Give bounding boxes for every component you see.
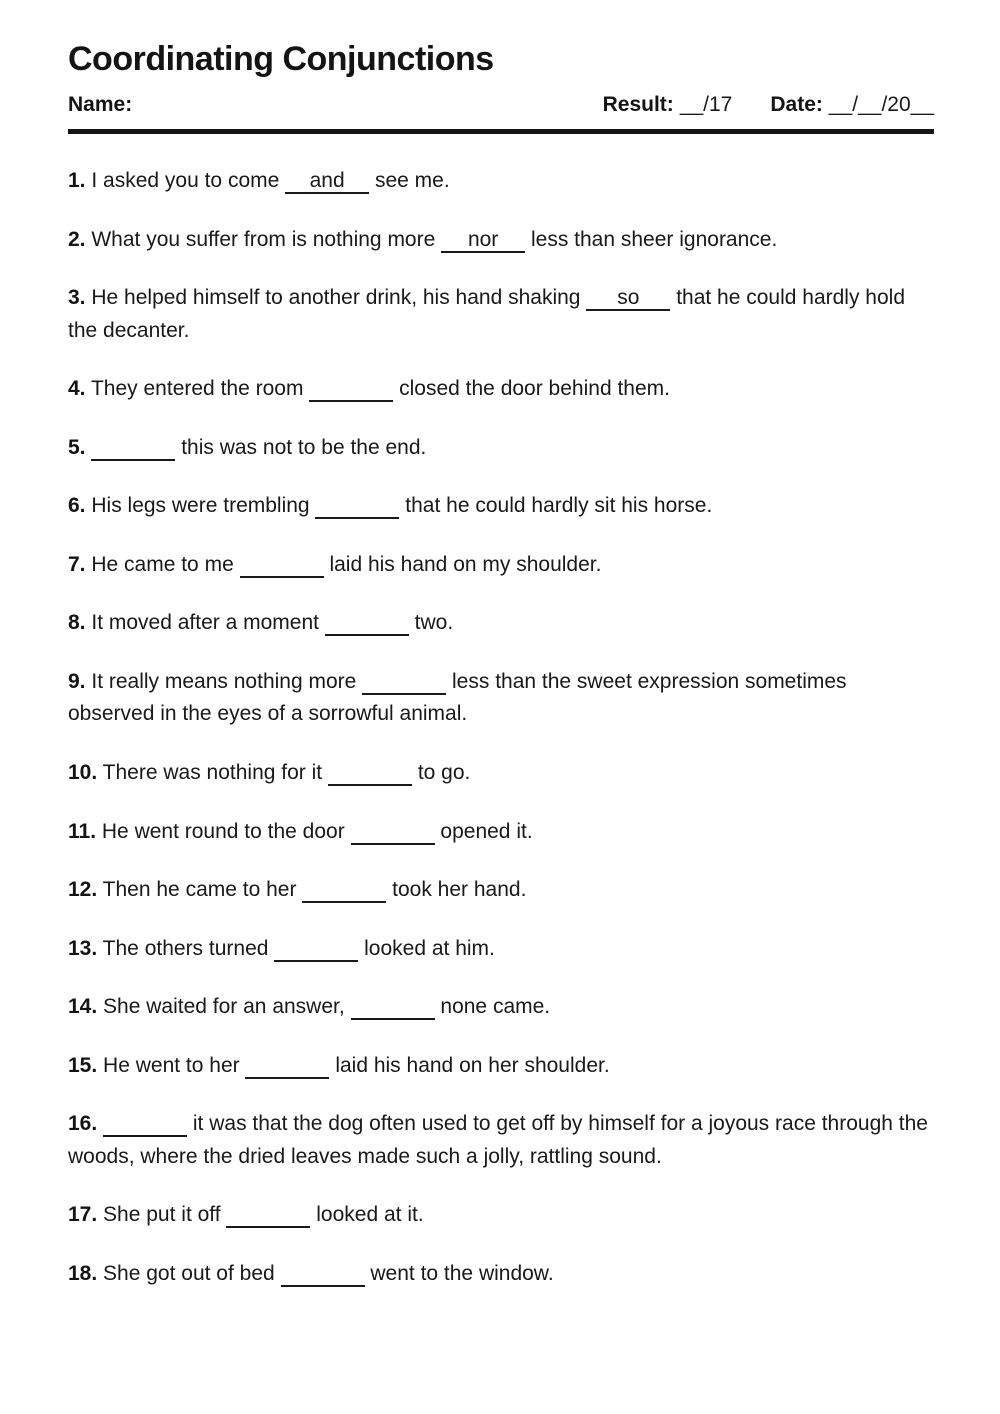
name-label: Name: (68, 93, 133, 116)
answer-blank (325, 612, 409, 636)
result-value: __/17 (679, 93, 733, 116)
item-number: 16. (68, 1112, 98, 1136)
date-field (770, 93, 934, 117)
item-number: 11. (68, 819, 97, 843)
item-text-before: I asked you to come (91, 169, 280, 192)
item-text-after: took her hand. (392, 878, 527, 902)
item-number: 9. (68, 669, 86, 693)
answer-blank (351, 996, 435, 1020)
answer-blank: so (586, 287, 670, 311)
item-text-after: it was that the dog often used to get off by himself for a joyous race through the woods, where the dried leaves made such a jolly, rattling sound. (68, 1112, 928, 1168)
worksheet-item (68, 991, 934, 1024)
item-text-after: to go. (417, 761, 471, 785)
result-label: Result: (602, 93, 674, 116)
worksheet-item (68, 607, 934, 640)
item-text-before: It moved after a moment (91, 611, 319, 635)
worksheet-item (68, 165, 934, 198)
answer-blank (226, 1204, 310, 1228)
item-text-after: laid his hand on my shoulder. (329, 552, 602, 576)
answer-blank (274, 938, 358, 962)
item-text-before: He went to her (103, 1053, 240, 1077)
item-text-before: She waited for an answer, (103, 995, 345, 1019)
item-number: 1. (68, 169, 86, 192)
worksheet-item (68, 224, 934, 257)
answer-blank (240, 554, 324, 578)
item-text-after: this was not to be the end. (181, 435, 427, 459)
item-text-after: closed the door behind them. (399, 377, 670, 401)
result-field (603, 93, 733, 117)
item-text-before: They entered the room (90, 377, 304, 401)
worksheet-header (68, 40, 934, 134)
answer-blank (103, 1113, 187, 1137)
answer-blank (328, 762, 412, 786)
item-text-after: that he could hardly sit his horse. (405, 494, 713, 518)
item-number: 3. (68, 286, 86, 310)
item-number: 6. (68, 494, 86, 518)
item-text-before: She got out of bed (103, 1261, 275, 1285)
items-list (68, 165, 934, 1290)
worksheet-item (68, 373, 934, 406)
item-text-before: He helped himself to another drink, his hand shaking (91, 286, 581, 310)
worksheet-item (68, 1199, 934, 1232)
item-text-before: It really means nothing more (91, 669, 357, 693)
answer-blank (309, 378, 393, 402)
answer-blank (315, 495, 399, 519)
worksheet-item (68, 933, 934, 966)
item-text-after: laid his hand on her shoulder. (335, 1053, 610, 1077)
worksheet-item (68, 432, 934, 465)
item-number: 2. (68, 227, 86, 251)
item-text-before: He went round to the door (101, 819, 345, 843)
item-text-after: none came. (440, 995, 551, 1019)
item-text-before: There was nothing for it (102, 761, 323, 785)
item-text-before: What you suffer from is nothing more (91, 227, 436, 251)
item-text-after: looked at it. (316, 1203, 424, 1227)
item-number: 4. (68, 377, 86, 401)
item-text-after: two. (414, 611, 454, 635)
answer-blank (351, 821, 435, 845)
worksheet-item (68, 757, 934, 790)
answer-blank (362, 671, 446, 695)
item-text-before: The others turned (102, 936, 269, 960)
date-label: Date: (770, 93, 823, 116)
meta-row (68, 93, 934, 117)
worksheet-item (68, 1108, 934, 1173)
item-number: 17. (68, 1203, 98, 1227)
answer-blank (281, 1263, 365, 1287)
item-text-after: see me. (374, 169, 450, 192)
item-text-after: looked at him. (364, 936, 495, 960)
item-number: 15. (68, 1053, 98, 1077)
answer-blank (245, 1055, 329, 1079)
worksheet-item (68, 816, 934, 849)
worksheet-item (68, 490, 934, 523)
item-text-after: opened it. (440, 819, 533, 843)
item-number: 13. (68, 936, 98, 960)
item-number: 14. (68, 995, 98, 1019)
item-number: 18. (68, 1261, 98, 1285)
name-field (68, 93, 603, 117)
answer-blank: nor (441, 229, 525, 253)
item-text-before: Then he came to her (102, 878, 297, 902)
item-text-after: that he could hardly hold the decanter. (68, 286, 906, 342)
item-text-before: She put it off (103, 1203, 221, 1227)
item-number: 12. (68, 878, 98, 902)
item-text-after: went to the window. (370, 1261, 554, 1285)
item-text-before: He came to me (91, 552, 234, 576)
worksheet-item (68, 549, 934, 582)
item-number: 5. (68, 435, 86, 459)
page-title: Coordinating Conjunctions (68, 40, 494, 78)
worksheet-item (68, 282, 934, 347)
answer-blank (91, 437, 175, 461)
worksheet-item (68, 1050, 934, 1083)
item-number: 10. (68, 761, 98, 785)
item-text-before: His legs were trembling (91, 494, 310, 518)
item-text-after: less than the sweet expression sometimes observed in the eyes of a sorrowful animal. (68, 669, 847, 726)
item-text-after: less than sheer ignorance. (530, 227, 778, 251)
worksheet-item (68, 666, 934, 731)
answer-blank (302, 879, 386, 903)
item-number: 8. (68, 611, 86, 635)
date-value: __/__/20__ (828, 93, 934, 116)
worksheet-item (68, 1258, 934, 1291)
worksheet-item (68, 874, 934, 907)
item-number: 7. (68, 552, 86, 576)
answer-blank: and (285, 170, 369, 194)
